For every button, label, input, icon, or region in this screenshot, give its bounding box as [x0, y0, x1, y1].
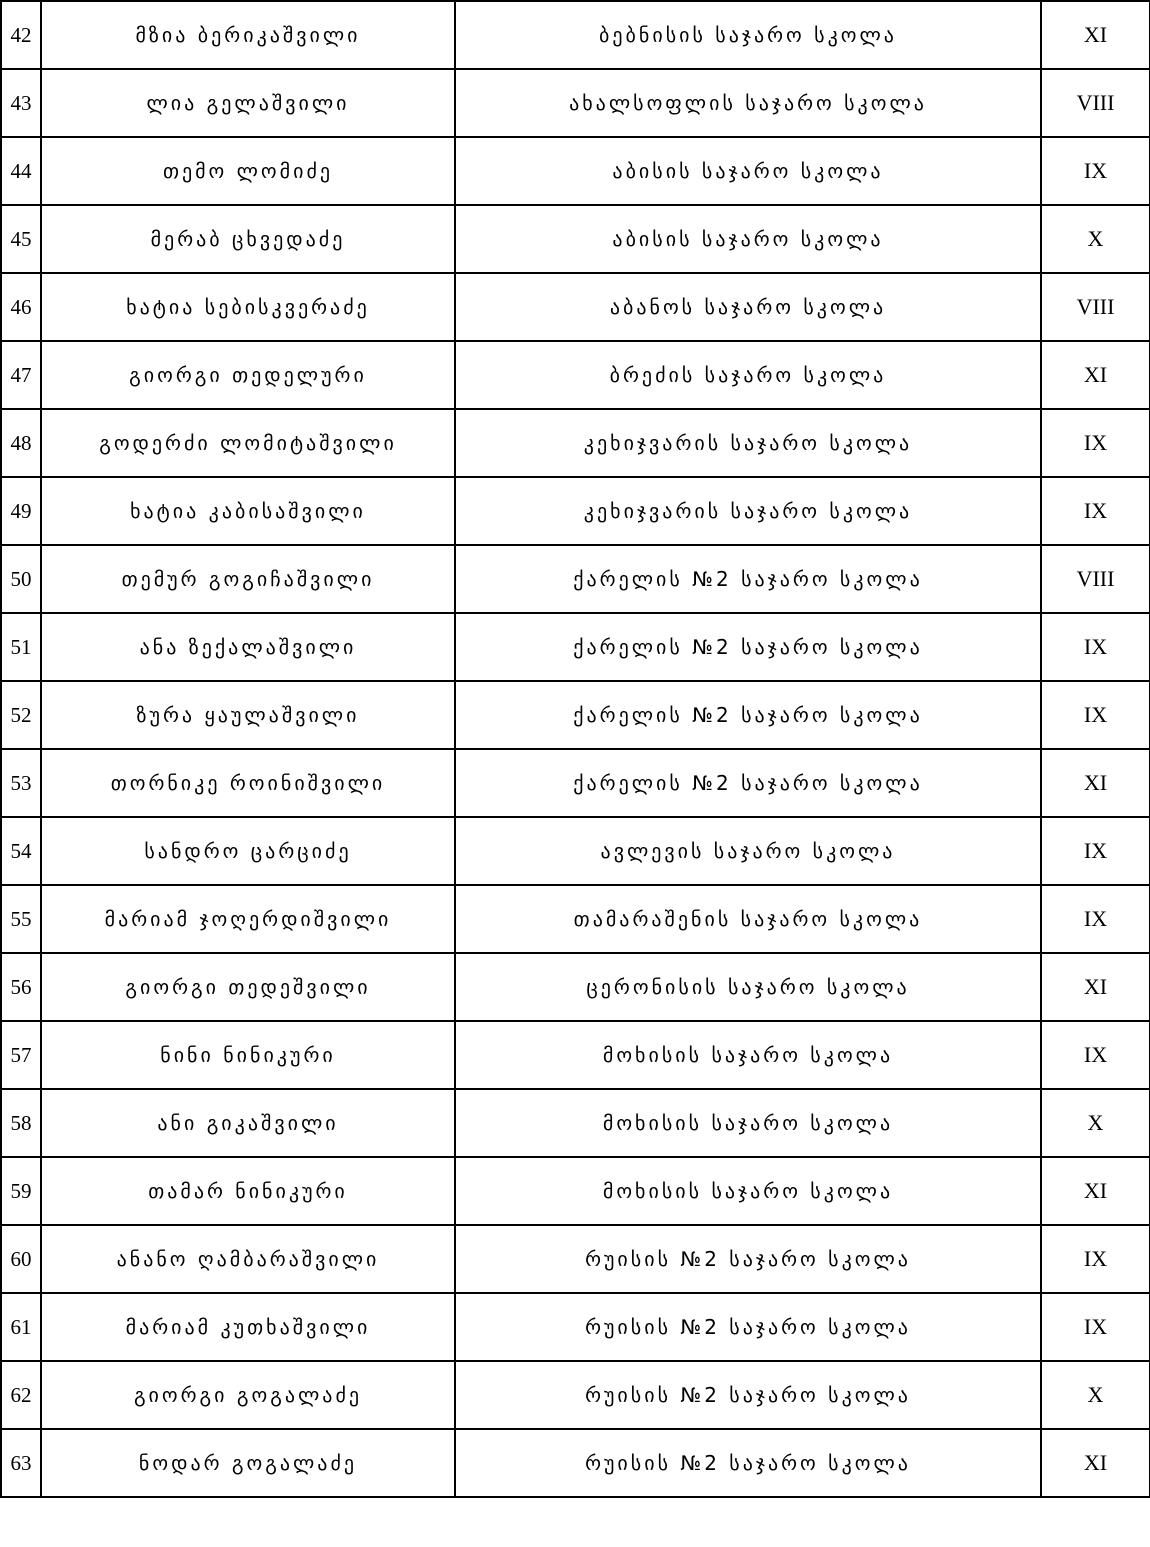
table-row — [1, 1293, 1150, 1361]
table-row — [1, 1361, 1150, 1429]
school-name-cell: ქარელის №2 საჯარო სკოლა — [455, 613, 1041, 681]
table-row — [1, 341, 1150, 409]
school-name-cell: რუისის №2 საჯარო სკოლა — [455, 1225, 1041, 1293]
row-number-cell: 44 — [1, 137, 41, 205]
school-name-cell: თამარაშენის საჯარო სკოლა — [455, 885, 1041, 953]
student-name-cell: გოდერძი ლომიტაშვილი — [41, 409, 455, 477]
grade-cell: XI — [1041, 1429, 1150, 1497]
row-number-cell: 49 — [1, 477, 41, 545]
table-row — [1, 1225, 1150, 1293]
row-number-cell: 46 — [1, 273, 41, 341]
school-name-cell: რუისის №2 საჯარო სკოლა — [455, 1361, 1041, 1429]
grade-cell: IX — [1041, 681, 1150, 749]
row-number-cell: 56 — [1, 953, 41, 1021]
row-number-cell: 53 — [1, 749, 41, 817]
grade-cell: X — [1041, 1361, 1150, 1429]
table-row — [1, 953, 1150, 1021]
table-row — [1, 545, 1150, 613]
table-row — [1, 1, 1150, 69]
school-name-cell: მოხისის საჯარო სკოლა — [455, 1089, 1041, 1157]
grade-cell: IX — [1041, 477, 1150, 545]
student-name-cell: გიორგი გოგალაძე — [41, 1361, 455, 1429]
table-row — [1, 613, 1150, 681]
student-name-cell: ლია გელაშვილი — [41, 69, 455, 137]
row-number-cell: 42 — [1, 1, 41, 69]
table-row — [1, 477, 1150, 545]
school-name-cell: ქარელის №2 საჯარო სკოლა — [455, 545, 1041, 613]
student-name-cell: თემურ გოგიჩაშვილი — [41, 545, 455, 613]
row-number-cell: 63 — [1, 1429, 41, 1497]
school-name-cell: მოხისის საჯარო სკოლა — [455, 1021, 1041, 1089]
table-row — [1, 409, 1150, 477]
table-row — [1, 137, 1150, 205]
row-number-cell: 43 — [1, 69, 41, 137]
table-row — [1, 1157, 1150, 1225]
grade-cell: XI — [1041, 953, 1150, 1021]
grade-cell: IX — [1041, 1225, 1150, 1293]
row-number-cell: 47 — [1, 341, 41, 409]
participants-table-body — [1, 1, 1150, 1497]
row-number-cell: 45 — [1, 205, 41, 273]
school-name-cell: ახალსოფლის საჯარო სკოლა — [455, 69, 1041, 137]
school-name-cell: ცერონისის საჯარო სკოლა — [455, 953, 1041, 1021]
student-name-cell: მზია ბერიკაშვილი — [41, 1, 455, 69]
table-row — [1, 205, 1150, 273]
school-name-cell: კეხიჯვარის საჯარო სკოლა — [455, 409, 1041, 477]
row-number-cell: 54 — [1, 817, 41, 885]
grade-cell: IX — [1041, 613, 1150, 681]
grade-cell: X — [1041, 1089, 1150, 1157]
student-name-cell: თამარ ნინიკური — [41, 1157, 455, 1225]
row-number-cell: 62 — [1, 1361, 41, 1429]
grade-cell: IX — [1041, 885, 1150, 953]
student-name-cell: მარიამ კუთხაშვილი — [41, 1293, 455, 1361]
table-row — [1, 1021, 1150, 1089]
school-name-cell: ქარელის №2 საჯარო სკოლა — [455, 681, 1041, 749]
school-name-cell: ავლევის საჯარო სკოლა — [455, 817, 1041, 885]
student-name-cell: მარიამ ჯოღერდიშვილი — [41, 885, 455, 953]
grade-cell: XI — [1041, 341, 1150, 409]
student-name-cell: ხატია კაბისაშვილი — [41, 477, 455, 545]
row-number-cell: 58 — [1, 1089, 41, 1157]
school-name-cell: ბრეძის საჯარო სკოლა — [455, 341, 1041, 409]
school-name-cell: რუისის №2 საჯარო სკოლა — [455, 1429, 1041, 1497]
student-name-cell: თორნიკე როინიშვილი — [41, 749, 455, 817]
grade-cell: IX — [1041, 817, 1150, 885]
row-number-cell: 48 — [1, 409, 41, 477]
grade-cell: XI — [1041, 1, 1150, 69]
school-name-cell: ბებნისის საჯარო სკოლა — [455, 1, 1041, 69]
school-name-cell: მოხისის საჯარო სკოლა — [455, 1157, 1041, 1225]
row-number-cell: 60 — [1, 1225, 41, 1293]
grade-cell: XI — [1041, 749, 1150, 817]
student-name-cell: ანა ზექალაშვილი — [41, 613, 455, 681]
row-number-cell: 57 — [1, 1021, 41, 1089]
grade-cell: IX — [1041, 137, 1150, 205]
student-name-cell: ნოდარ გოგალაძე — [41, 1429, 455, 1497]
school-name-cell: კეხიჯვარის საჯარო სკოლა — [455, 477, 1041, 545]
table-row — [1, 273, 1150, 341]
student-name-cell: თემო ლომიძე — [41, 137, 455, 205]
school-name-cell: აბისის საჯარო სკოლა — [455, 205, 1041, 273]
grade-cell: VIII — [1041, 273, 1150, 341]
student-name-cell: ზურა ყაულაშვილი — [41, 681, 455, 749]
student-name-cell: ნინი ნინიკური — [41, 1021, 455, 1089]
table-row — [1, 749, 1150, 817]
grade-cell: X — [1041, 205, 1150, 273]
row-number-cell: 50 — [1, 545, 41, 613]
student-name-cell: გიორგი თედეშვილი — [41, 953, 455, 1021]
table-row — [1, 817, 1150, 885]
school-name-cell: აბანოს საჯარო სკოლა — [455, 273, 1041, 341]
school-name-cell: აბისის საჯარო სკოლა — [455, 137, 1041, 205]
row-number-cell: 61 — [1, 1293, 41, 1361]
row-number-cell: 55 — [1, 885, 41, 953]
table-row — [1, 1089, 1150, 1157]
student-name-cell: სანდრო ცარციძე — [41, 817, 455, 885]
student-name-cell: ანი გიკაშვილი — [41, 1089, 455, 1157]
school-name-cell: ქარელის №2 საჯარო სკოლა — [455, 749, 1041, 817]
row-number-cell: 51 — [1, 613, 41, 681]
table-row — [1, 681, 1150, 749]
row-number-cell: 52 — [1, 681, 41, 749]
student-name-cell: ხატია სებისკვერაძე — [41, 273, 455, 341]
grade-cell: IX — [1041, 409, 1150, 477]
table-row — [1, 1429, 1150, 1497]
grade-cell: XI — [1041, 1157, 1150, 1225]
grade-cell: VIII — [1041, 69, 1150, 137]
grade-cell: VIII — [1041, 545, 1150, 613]
table-row — [1, 885, 1150, 953]
student-name-cell: ანანო ღამბარაშვილი — [41, 1225, 455, 1293]
school-name-cell: რუისის №2 საჯარო სკოლა — [455, 1293, 1041, 1361]
table-row — [1, 69, 1150, 137]
student-name-cell: მერაბ ცხვედაძე — [41, 205, 455, 273]
grade-cell: IX — [1041, 1293, 1150, 1361]
row-number-cell: 59 — [1, 1157, 41, 1225]
grade-cell: IX — [1041, 1021, 1150, 1089]
student-name-cell: გიორგი თედელური — [41, 341, 455, 409]
